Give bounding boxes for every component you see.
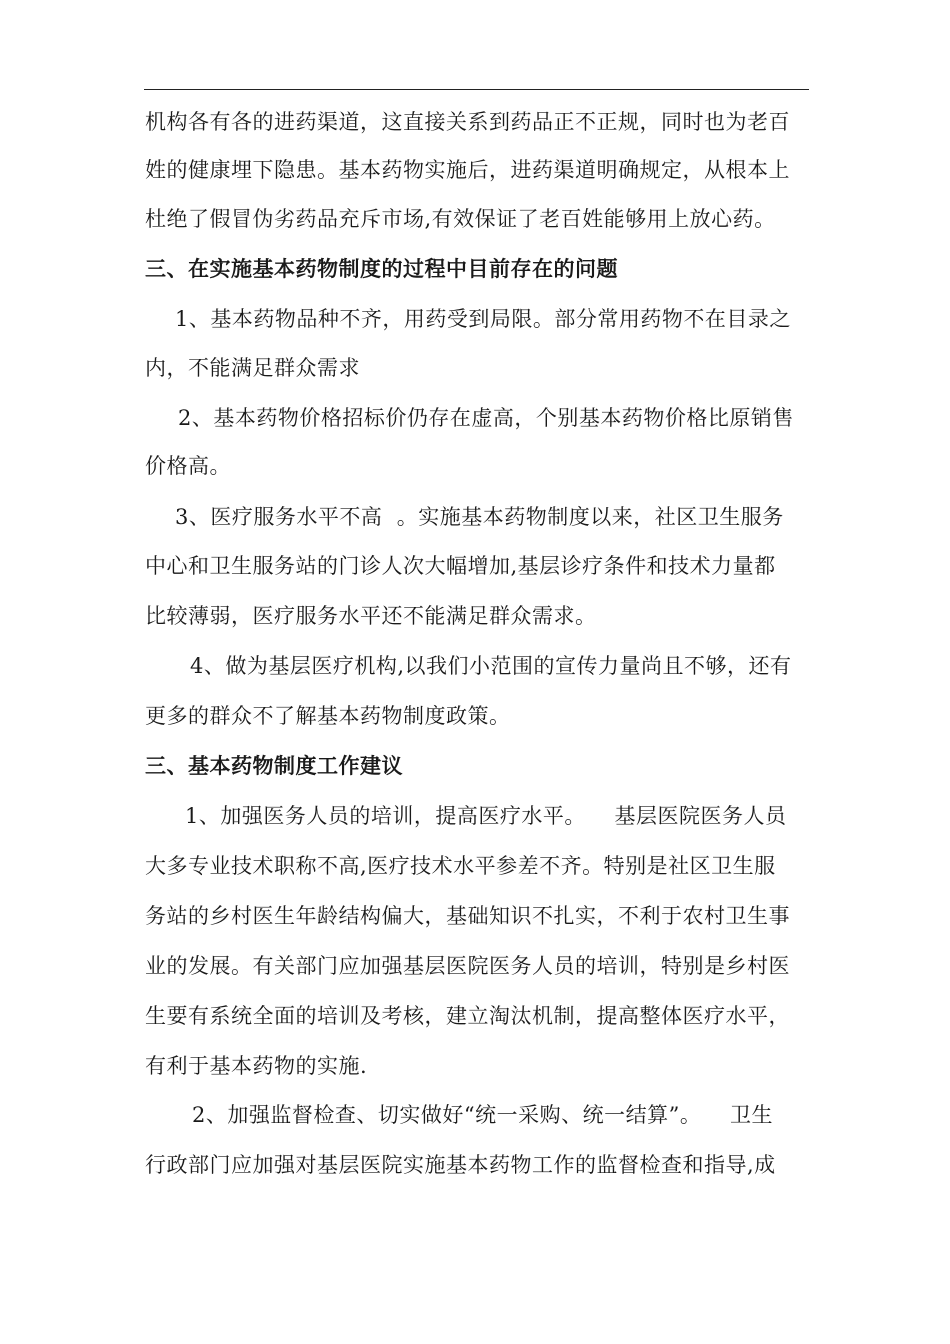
text-line-1: 机构各有各的进药渠道，这直接关系到药品正不正规，同时也为老百 xyxy=(145,110,790,134)
text-line-15: 1、加强医务人员的培训，提高医疗水平。 基层医院医务人员 xyxy=(185,804,787,828)
text-line-10: 中心和卫生服务站的门诊人次大幅增加,基层诊疗条件和技术力量都 xyxy=(145,554,776,578)
text-line-6: 内，不能满足群众需求 xyxy=(145,356,360,380)
text-line-19: 生要有系统全面的培训及考核，建立淘汰机制，提高整体医疗水平， xyxy=(145,1004,790,1028)
text-line-8: 价格高。 xyxy=(145,454,231,478)
section-heading-suggestions: 三、基本药物制度工作建议 xyxy=(145,753,403,778)
text-line-2: 姓的健康埋下隐患。基本药物实施后，进药渠道明确规定，从根本上 xyxy=(145,158,790,182)
text-line-21: 2、加强监督检查、切实做好“统一采购、统一结算”。 卫生 xyxy=(192,1103,774,1127)
text-line-16: 大多专业技术职称不高,医疗技术水平参差不齐。特别是社区卫生服 xyxy=(145,854,776,878)
text-line-20: 有利于基本药物的实施. xyxy=(145,1054,368,1078)
text-line-11: 比较薄弱，医疗服务水平还不能满足群众需求。 xyxy=(145,604,597,628)
text-line-12: 4、做为基层医疗机构,以我们小范围的宣传力量尚且不够，还有 xyxy=(190,654,792,678)
text-line-5: 1、基本药物品种不齐，用药受到局限。部分常用药物不在目录之 xyxy=(175,307,791,331)
text-line-22: 行政部门应加强对基层医院实施基本药物工作的监督检查和指导,成 xyxy=(145,1153,776,1177)
text-line-17: 务站的乡村医生年龄结构偏大，基础知识不扎实，不利于农村卫生事 xyxy=(145,904,790,928)
text-line-9: 3、医疗服务水平不高 。实施基本药物制度以来，社区卫生服务 xyxy=(175,505,784,529)
text-line-13: 更多的群众不了解基本药物制度政策。 xyxy=(145,704,511,728)
header-rule xyxy=(144,89,809,90)
section-heading-problems: 三、在实施基本药物制度的过程中目前存在的问题 xyxy=(145,256,618,281)
text-line-3: 杜绝了假冒伪劣药品充斥市场,有效保证了老百姓能够用上放心药。 xyxy=(145,207,776,231)
text-line-18: 业的发展。有关部门应加强基层医院医务人员的培训，特别是乡村医 xyxy=(145,954,790,978)
text-line-7: 2、基本药物价格招标价仍存在虚高，个别基本药物价格比原销售 xyxy=(178,406,794,430)
